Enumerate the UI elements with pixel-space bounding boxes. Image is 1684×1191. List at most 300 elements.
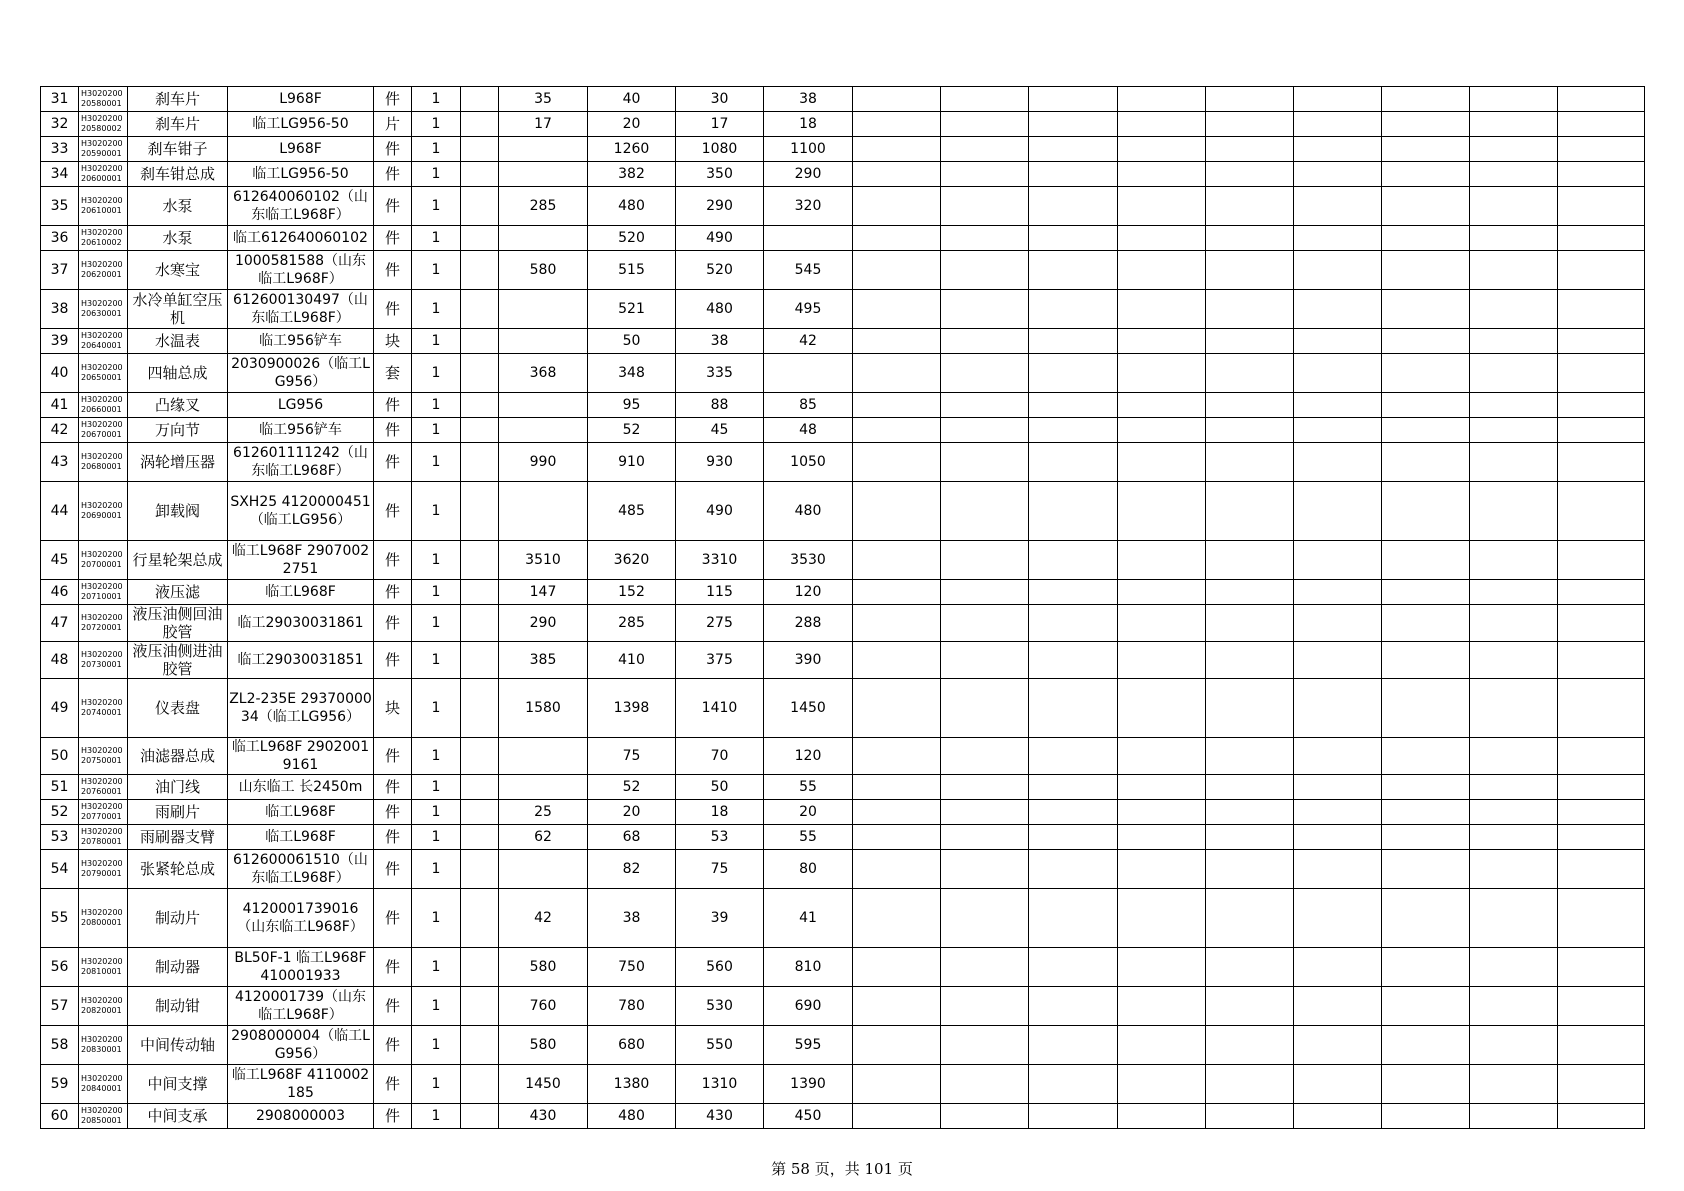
empty-cell [1470,329,1558,354]
empty-cell [1029,605,1118,642]
empty-cell [1470,87,1558,112]
item-code: H302020020640001 [79,329,128,354]
price-2: 20 [588,112,676,137]
empty-cell [1206,642,1294,679]
empty-cell [1118,825,1206,850]
empty-cell [1206,443,1294,482]
empty-cell [853,850,941,889]
empty-cell [1470,226,1558,251]
empty-cell [1206,1065,1294,1104]
empty-cell [1118,393,1206,418]
empty-cell [1294,393,1382,418]
price-2: 780 [588,987,676,1026]
empty-cell [1382,642,1470,679]
item-name: 油门线 [128,775,228,800]
row-number: 51 [41,775,79,800]
item-code: H302020020620001 [79,251,128,290]
price-1: 285 [499,187,588,226]
empty-cell [1470,162,1558,187]
empty-cell [941,1104,1029,1129]
price-2: 40 [588,87,676,112]
item-quantity: 1 [412,393,461,418]
item-unit: 件 [374,87,412,112]
item-code: H302020020700001 [79,541,128,580]
price-2: 20 [588,800,676,825]
empty-cell [1470,800,1558,825]
row-number: 40 [41,354,79,393]
empty-cell [1294,87,1382,112]
table-row [41,1026,1645,1065]
price-4: 41 [764,889,853,948]
empty-cell [941,987,1029,1026]
empty-cell [1029,162,1118,187]
item-name: 液压滤 [128,580,228,605]
empty-cell [853,418,941,443]
item-spec: LG956 [228,393,374,418]
empty-cell [1206,580,1294,605]
price-1: 147 [499,580,588,605]
row-number: 43 [41,443,79,482]
item-quantity: 1 [412,187,461,226]
price-table [40,86,1645,1129]
price-2: 52 [588,418,676,443]
item-code: H302020020750001 [79,738,128,775]
row-number: 55 [41,889,79,948]
empty-cell [1118,482,1206,541]
price-4 [764,354,853,393]
item-name: 制动器 [128,948,228,987]
empty-cell [1206,738,1294,775]
empty-cell [1382,1065,1470,1104]
price-3: 530 [676,987,764,1026]
table-row [41,443,1645,482]
price-2: 50 [588,329,676,354]
empty-cell [1382,987,1470,1026]
item-name: 中间支承 [128,1104,228,1129]
item-quantity: 1 [412,605,461,642]
empty-cell [1029,354,1118,393]
blank-cell [461,393,499,418]
price-1 [499,329,588,354]
empty-cell [1294,948,1382,987]
empty-cell [1558,1104,1645,1129]
item-name: 刹车钳总成 [128,162,228,187]
empty-cell [1206,541,1294,580]
empty-cell [1558,393,1645,418]
price-4: 80 [764,850,853,889]
price-4: 42 [764,329,853,354]
empty-cell [1118,290,1206,329]
empty-cell [1294,251,1382,290]
price-4: 480 [764,482,853,541]
empty-cell [941,605,1029,642]
empty-cell [1206,226,1294,251]
empty-cell [1206,605,1294,642]
price-4: 85 [764,393,853,418]
empty-cell [1470,443,1558,482]
item-unit: 块 [374,329,412,354]
price-2: 750 [588,948,676,987]
item-unit: 件 [374,948,412,987]
item-quantity: 1 [412,112,461,137]
empty-cell [1470,354,1558,393]
price-1 [499,482,588,541]
empty-cell [1558,354,1645,393]
price-2: 3620 [588,541,676,580]
price-1: 580 [499,1026,588,1065]
table-row [41,482,1645,541]
empty-cell [1294,605,1382,642]
price-4: 1050 [764,443,853,482]
empty-cell [1382,605,1470,642]
blank-cell [461,679,499,738]
item-code: H302020020580002 [79,112,128,137]
item-name: 制动片 [128,889,228,948]
item-unit: 件 [374,226,412,251]
price-4: 18 [764,112,853,137]
empty-cell [1029,137,1118,162]
empty-cell [1294,112,1382,137]
empty-cell [853,738,941,775]
item-quantity: 1 [412,850,461,889]
item-quantity: 1 [412,679,461,738]
table-row [41,290,1645,329]
price-1 [499,162,588,187]
price-3: 1080 [676,137,764,162]
item-name: 雨刷器支臂 [128,825,228,850]
price-2: 348 [588,354,676,393]
item-unit: 片 [374,112,412,137]
price-2: 75 [588,738,676,775]
empty-cell [1382,162,1470,187]
table-row [41,226,1645,251]
row-number: 49 [41,679,79,738]
empty-cell [941,889,1029,948]
empty-cell [1470,393,1558,418]
table-row [41,679,1645,738]
price-1: 42 [499,889,588,948]
item-name: 刹车钳子 [128,137,228,162]
empty-cell [1470,605,1558,642]
price-3: 88 [676,393,764,418]
empty-cell [1558,290,1645,329]
row-number: 35 [41,187,79,226]
item-spec: 612600130497（山东临工L968F） [228,290,374,329]
table-row [41,162,1645,187]
empty-cell [1206,418,1294,443]
price-1: 17 [499,112,588,137]
empty-cell [1470,1065,1558,1104]
price-4: 320 [764,187,853,226]
blank-cell [461,290,499,329]
item-quantity: 1 [412,738,461,775]
item-unit: 件 [374,800,412,825]
item-name: 雨刷片 [128,800,228,825]
empty-cell [1382,187,1470,226]
empty-cell [941,825,1029,850]
item-quantity: 1 [412,580,461,605]
empty-cell [1029,251,1118,290]
item-unit: 块 [374,679,412,738]
empty-cell [1294,580,1382,605]
price-4: 1450 [764,679,853,738]
price-2: 515 [588,251,676,290]
empty-cell [1558,482,1645,541]
item-name: 油滤器总成 [128,738,228,775]
item-unit: 件 [374,393,412,418]
empty-cell [1382,580,1470,605]
table-row [41,393,1645,418]
item-code: H302020020660001 [79,393,128,418]
price-2: 95 [588,393,676,418]
item-quantity: 1 [412,948,461,987]
row-number: 47 [41,605,79,642]
empty-cell [1206,112,1294,137]
empty-cell [1118,642,1206,679]
empty-cell [1029,738,1118,775]
blank-cell [461,800,499,825]
item-code: H302020020710001 [79,580,128,605]
empty-cell [1470,1104,1558,1129]
price-3: 18 [676,800,764,825]
price-3: 480 [676,290,764,329]
row-number: 52 [41,800,79,825]
empty-cell [1558,825,1645,850]
empty-cell [1294,889,1382,948]
item-spec: 临工956铲车 [228,418,374,443]
empty-cell [1382,87,1470,112]
empty-cell [1118,679,1206,738]
empty-cell [941,329,1029,354]
empty-cell [1118,1104,1206,1129]
row-number: 59 [41,1065,79,1104]
item-quantity: 1 [412,137,461,162]
table-row [41,738,1645,775]
empty-cell [1470,418,1558,443]
empty-cell [1294,329,1382,354]
empty-cell [853,393,941,418]
empty-cell [1470,679,1558,738]
table-row [41,825,1645,850]
price-3: 30 [676,87,764,112]
blank-cell [461,889,499,948]
price-1: 385 [499,642,588,679]
empty-cell [1294,1065,1382,1104]
empty-cell [1294,1104,1382,1129]
price-3: 50 [676,775,764,800]
empty-cell [1118,137,1206,162]
empty-cell [1029,800,1118,825]
price-3: 490 [676,226,764,251]
empty-cell [853,329,941,354]
price-4: 1390 [764,1065,853,1104]
empty-cell [1382,482,1470,541]
price-4: 55 [764,775,853,800]
empty-cell [1470,541,1558,580]
empty-cell [941,850,1029,889]
empty-cell [1382,418,1470,443]
empty-cell [1029,775,1118,800]
item-name: 张紧轮总成 [128,850,228,889]
item-code: H302020020610002 [79,226,128,251]
blank-cell [461,850,499,889]
blank-cell [461,443,499,482]
empty-cell [1382,112,1470,137]
table-row [41,605,1645,642]
empty-cell [853,87,941,112]
item-name: 制动钳 [128,987,228,1026]
empty-cell [1206,1104,1294,1129]
item-unit: 套 [374,354,412,393]
empty-cell [1558,112,1645,137]
item-code: H302020020650001 [79,354,128,393]
price-2: 1380 [588,1065,676,1104]
item-name: 水泵 [128,187,228,226]
empty-cell [1029,87,1118,112]
empty-cell [1558,541,1645,580]
empty-cell [853,775,941,800]
price-4: 690 [764,987,853,1026]
empty-cell [1206,162,1294,187]
empty-cell [1029,443,1118,482]
empty-cell [1470,1026,1558,1065]
empty-cell [941,443,1029,482]
item-name: 刹车片 [128,112,228,137]
item-name: 水寒宝 [128,251,228,290]
item-code: H302020020830001 [79,1026,128,1065]
item-unit: 件 [374,850,412,889]
price-1 [499,137,588,162]
empty-cell [1118,1065,1206,1104]
empty-cell [853,1065,941,1104]
item-spec: 612640060102（山东临工L968F） [228,187,374,226]
price-3: 45 [676,418,764,443]
price-4: 450 [764,1104,853,1129]
empty-cell [1118,162,1206,187]
empty-cell [1118,443,1206,482]
empty-cell [853,290,941,329]
price-2: 152 [588,580,676,605]
item-unit: 件 [374,418,412,443]
empty-cell [1118,850,1206,889]
item-name: 涡轮增压器 [128,443,228,482]
empty-cell [941,112,1029,137]
table-row [41,87,1645,112]
item-quantity: 1 [412,541,461,580]
item-name: 四轴总成 [128,354,228,393]
empty-cell [941,580,1029,605]
blank-cell [461,1026,499,1065]
empty-cell [1294,541,1382,580]
item-spec: 临工L968F [228,800,374,825]
item-name: 卸载阀 [128,482,228,541]
price-2: 680 [588,1026,676,1065]
blank-cell [461,112,499,137]
price-1: 3510 [499,541,588,580]
row-number: 42 [41,418,79,443]
empty-cell [1558,642,1645,679]
price-3: 375 [676,642,764,679]
empty-cell [1118,87,1206,112]
item-spec: 临工L968F 4110002185 [228,1065,374,1104]
empty-cell [1294,679,1382,738]
price-4: 20 [764,800,853,825]
empty-cell [1470,187,1558,226]
blank-cell [461,580,499,605]
empty-cell [1206,187,1294,226]
empty-cell [941,354,1029,393]
empty-cell [1029,580,1118,605]
empty-cell [1206,775,1294,800]
empty-cell [1206,329,1294,354]
empty-cell [1382,1026,1470,1065]
item-quantity: 1 [412,226,461,251]
table-row [41,889,1645,948]
table-row [41,329,1645,354]
empty-cell [1558,775,1645,800]
blank-cell [461,605,499,642]
price-3: 17 [676,112,764,137]
empty-cell [1382,679,1470,738]
empty-cell [1029,187,1118,226]
empty-cell [853,605,941,642]
price-4: 290 [764,162,853,187]
price-4: 390 [764,642,853,679]
item-code: H302020020670001 [79,418,128,443]
empty-cell [1294,290,1382,329]
empty-cell [1558,987,1645,1026]
empty-cell [1118,251,1206,290]
table-row [41,987,1645,1026]
price-1 [499,775,588,800]
empty-cell [1029,987,1118,1026]
empty-cell [1029,948,1118,987]
row-number: 41 [41,393,79,418]
empty-cell [1382,775,1470,800]
item-code: H302020020720001 [79,605,128,642]
empty-cell [1470,889,1558,948]
price-1 [499,418,588,443]
empty-cell [1470,290,1558,329]
empty-cell [853,482,941,541]
item-spec: BL50F-1 临工L968F 410001933 [228,948,374,987]
item-spec: 612601111242（山东临工L968F） [228,443,374,482]
empty-cell [1029,418,1118,443]
empty-cell [1206,393,1294,418]
empty-cell [941,226,1029,251]
empty-cell [1558,800,1645,825]
empty-cell [853,187,941,226]
item-unit: 件 [374,987,412,1026]
item-name: 中间支撑 [128,1065,228,1104]
item-name: 刹车片 [128,87,228,112]
item-quantity: 1 [412,162,461,187]
empty-cell [1558,679,1645,738]
item-quantity: 1 [412,987,461,1026]
empty-cell [1558,605,1645,642]
empty-cell [853,354,941,393]
item-spec: ZL2-235E 2937000034（临工LG956） [228,679,374,738]
empty-cell [941,800,1029,825]
price-4: 48 [764,418,853,443]
item-quantity: 1 [412,482,461,541]
empty-cell [1294,642,1382,679]
price-2: 1260 [588,137,676,162]
price-2: 52 [588,775,676,800]
empty-cell [941,162,1029,187]
empty-cell [941,1026,1029,1065]
row-number: 58 [41,1026,79,1065]
